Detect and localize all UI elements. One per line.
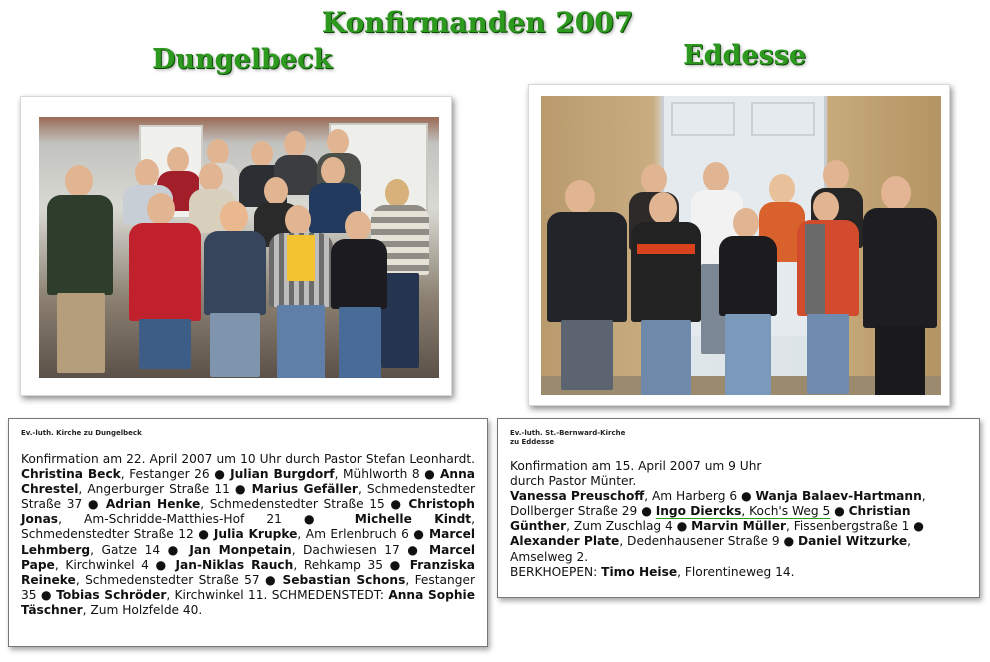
eddesse-confirmand-highlighted <box>656 504 831 518</box>
eddesse-confirmand-address: , Zum Zuschlag 4 ● <box>566 519 692 534</box>
eddesse-church-line1: Ev.-luth. St.-Bernward-Kirche <box>510 429 626 437</box>
dungelbeck-confirmand-address: , Kirchwinkel 11. <box>166 587 272 602</box>
dungelbeck-confirmand-address: , Am-Schridde-Matthies-Hof 21 ● <box>58 512 355 527</box>
eddesse-confirmand-address: , Koch's Weg 5 <box>741 504 831 519</box>
dungelbeck-confirmand-address: , Rehkamp 35 ● <box>293 557 410 572</box>
dungelbeck-confirmand-name: Marcel Pape <box>21 542 476 572</box>
eddesse-extra-address: , Florentineweg 14. <box>677 564 795 579</box>
dungelbeck-confirmand-name: Michelle Kindt <box>354 512 472 527</box>
dungelbeck-confirmand-address: , Mühlworth 8 ● <box>334 467 440 482</box>
eddesse-confirmand-address: , Dollberger Straße 29 ● <box>510 489 926 519</box>
dungelbeck-confirmation-notice <box>8 418 488 647</box>
eddesse-church-name <box>510 429 969 447</box>
dungelbeck-confirmand-address: , Schmedenstedter Straße 12 ● <box>21 512 475 542</box>
eddesse-extra-name: Timo Heise <box>601 564 678 579</box>
dungelbeck-confirmand-name: Christoph Jonas <box>21 497 475 527</box>
dungelbeck-confirmand-name: Christina Beck <box>21 467 121 482</box>
dungelbeck-extra-name: Anna Sophie Täschner <box>21 587 475 617</box>
eddesse-confirmand-name: Daniel Witzurke <box>797 534 908 549</box>
dungelbeck-confirmand-name: Sebastian Schons <box>282 572 406 587</box>
dungelbeck-confirmand-address: , Angerburger Straße 11 ● <box>78 482 252 497</box>
eddesse-notice-text <box>510 459 969 580</box>
dungelbeck-confirmand-address: , Schmedenstedter Straße 37 ● <box>21 482 475 512</box>
eddesse-confirmand-name: Christian Günther <box>510 504 911 534</box>
eddesse-confirmand-address: , Amselweg 2. <box>510 534 911 564</box>
dungelbeck-confirmand-address: , Gatze 14 ● <box>90 542 190 557</box>
dungelbeck-confirmand-name: Adrian Henke <box>105 497 201 512</box>
dungelbeck-confirmand-name: Jan Monpetain <box>189 542 292 557</box>
dungelbeck-confirmand-name: Anna Chrestel <box>21 467 476 497</box>
dungelbeck-confirmand-address: , Schmedenstedter Straße 15 ● <box>200 497 409 512</box>
dungelbeck-confirmand-list <box>21 467 475 602</box>
dungelbeck-confirmand-name: Julian Burgdorf <box>230 467 335 482</box>
eddesse-intro-line2: durch Pastor Münter. <box>510 474 637 489</box>
eddesse-title: Eddesse <box>683 40 807 71</box>
dungelbeck-confirmand-address: , Am Erlenbruch 6 ● <box>297 527 429 542</box>
dungelbeck-confirmand-address: , Kirchwinkel 4 ● <box>54 557 176 572</box>
dungelbeck-confirmand-address: , Schmedenstedter Straße 57 ● <box>75 572 283 587</box>
dungelbeck-church-name: Ev.-luth. Kirche zu Dungelbeck <box>21 429 142 437</box>
dungelbeck-intro: Konfirmation am 22. April 2007 um 10 Uhr durch Pastor Stefan Leonhardt. <box>21 452 475 466</box>
eddesse-intro-line1: Konfirmation am 15. April 2007 um 9 Uhr <box>510 459 762 473</box>
main-title: Konfirmanden 2007 <box>321 6 634 39</box>
eddesse-confirmand-address: , Dedenhausener Straße 9 ● <box>619 534 798 549</box>
dungelbeck-extra-prefix: SCHMEDENSTEDT: <box>271 587 389 602</box>
eddesse-extra-prefix: BERKHOEPEN: <box>510 564 602 579</box>
dungelbeck-confirmand-name: Marius Gefäller <box>251 482 358 497</box>
eddesse-photo-frame <box>528 84 950 406</box>
eddesse-confirmand-name: Alexander Plate <box>510 534 620 549</box>
dungelbeck-title: Dungelbeck <box>152 44 333 75</box>
bullet-separator: ● <box>830 504 849 519</box>
eddesse-extra-line <box>510 565 969 580</box>
dungelbeck-notice-text <box>21 452 475 618</box>
eddesse-confirmand-name: Marvin Müller <box>691 519 787 534</box>
dungelbeck-confirmand-name: Jan-Niklas Rauch <box>175 557 294 572</box>
dungelbeck-confirmand-address: , Dachwiesen 17 ● <box>291 542 429 557</box>
eddesse-group-photo <box>541 96 941 395</box>
dungelbeck-photo-frame <box>20 96 452 396</box>
dungelbeck-confirmand-name: Franziska Reineke <box>21 557 476 587</box>
dungelbeck-confirmand-name: Marcel Lehmberg <box>21 527 476 557</box>
eddesse-confirmand-address: , Am Harberg 6 ● <box>644 489 756 504</box>
dungelbeck-confirmand-address: , Festanger 26 ● <box>120 467 231 482</box>
eddesse-confirmation-notice <box>497 418 980 598</box>
eddesse-confirmand-address: , Fissenbergstraße 1 ● <box>786 519 924 534</box>
dungelbeck-confirmand-address: , Festanger 35 ● <box>21 572 475 602</box>
eddesse-church-line2: zu Eddesse <box>510 438 555 446</box>
dungelbeck-group-photo <box>39 117 439 378</box>
eddesse-confirmand-name: Ingo Diercks <box>655 504 742 519</box>
eddesse-confirmand-name: Vanessa Preuschoff <box>510 489 645 504</box>
eddesse-confirmand-list <box>510 489 969 564</box>
dungelbeck-confirmand-name: Tobias Schröder <box>56 587 167 602</box>
dungelbeck-extra-address: , Zum Holzfelde 40. <box>82 602 203 617</box>
dungelbeck-confirmand-name: Julia Krupke <box>213 527 298 542</box>
eddesse-confirmand-name: Wanja Balaev-Hartmann <box>755 489 922 504</box>
